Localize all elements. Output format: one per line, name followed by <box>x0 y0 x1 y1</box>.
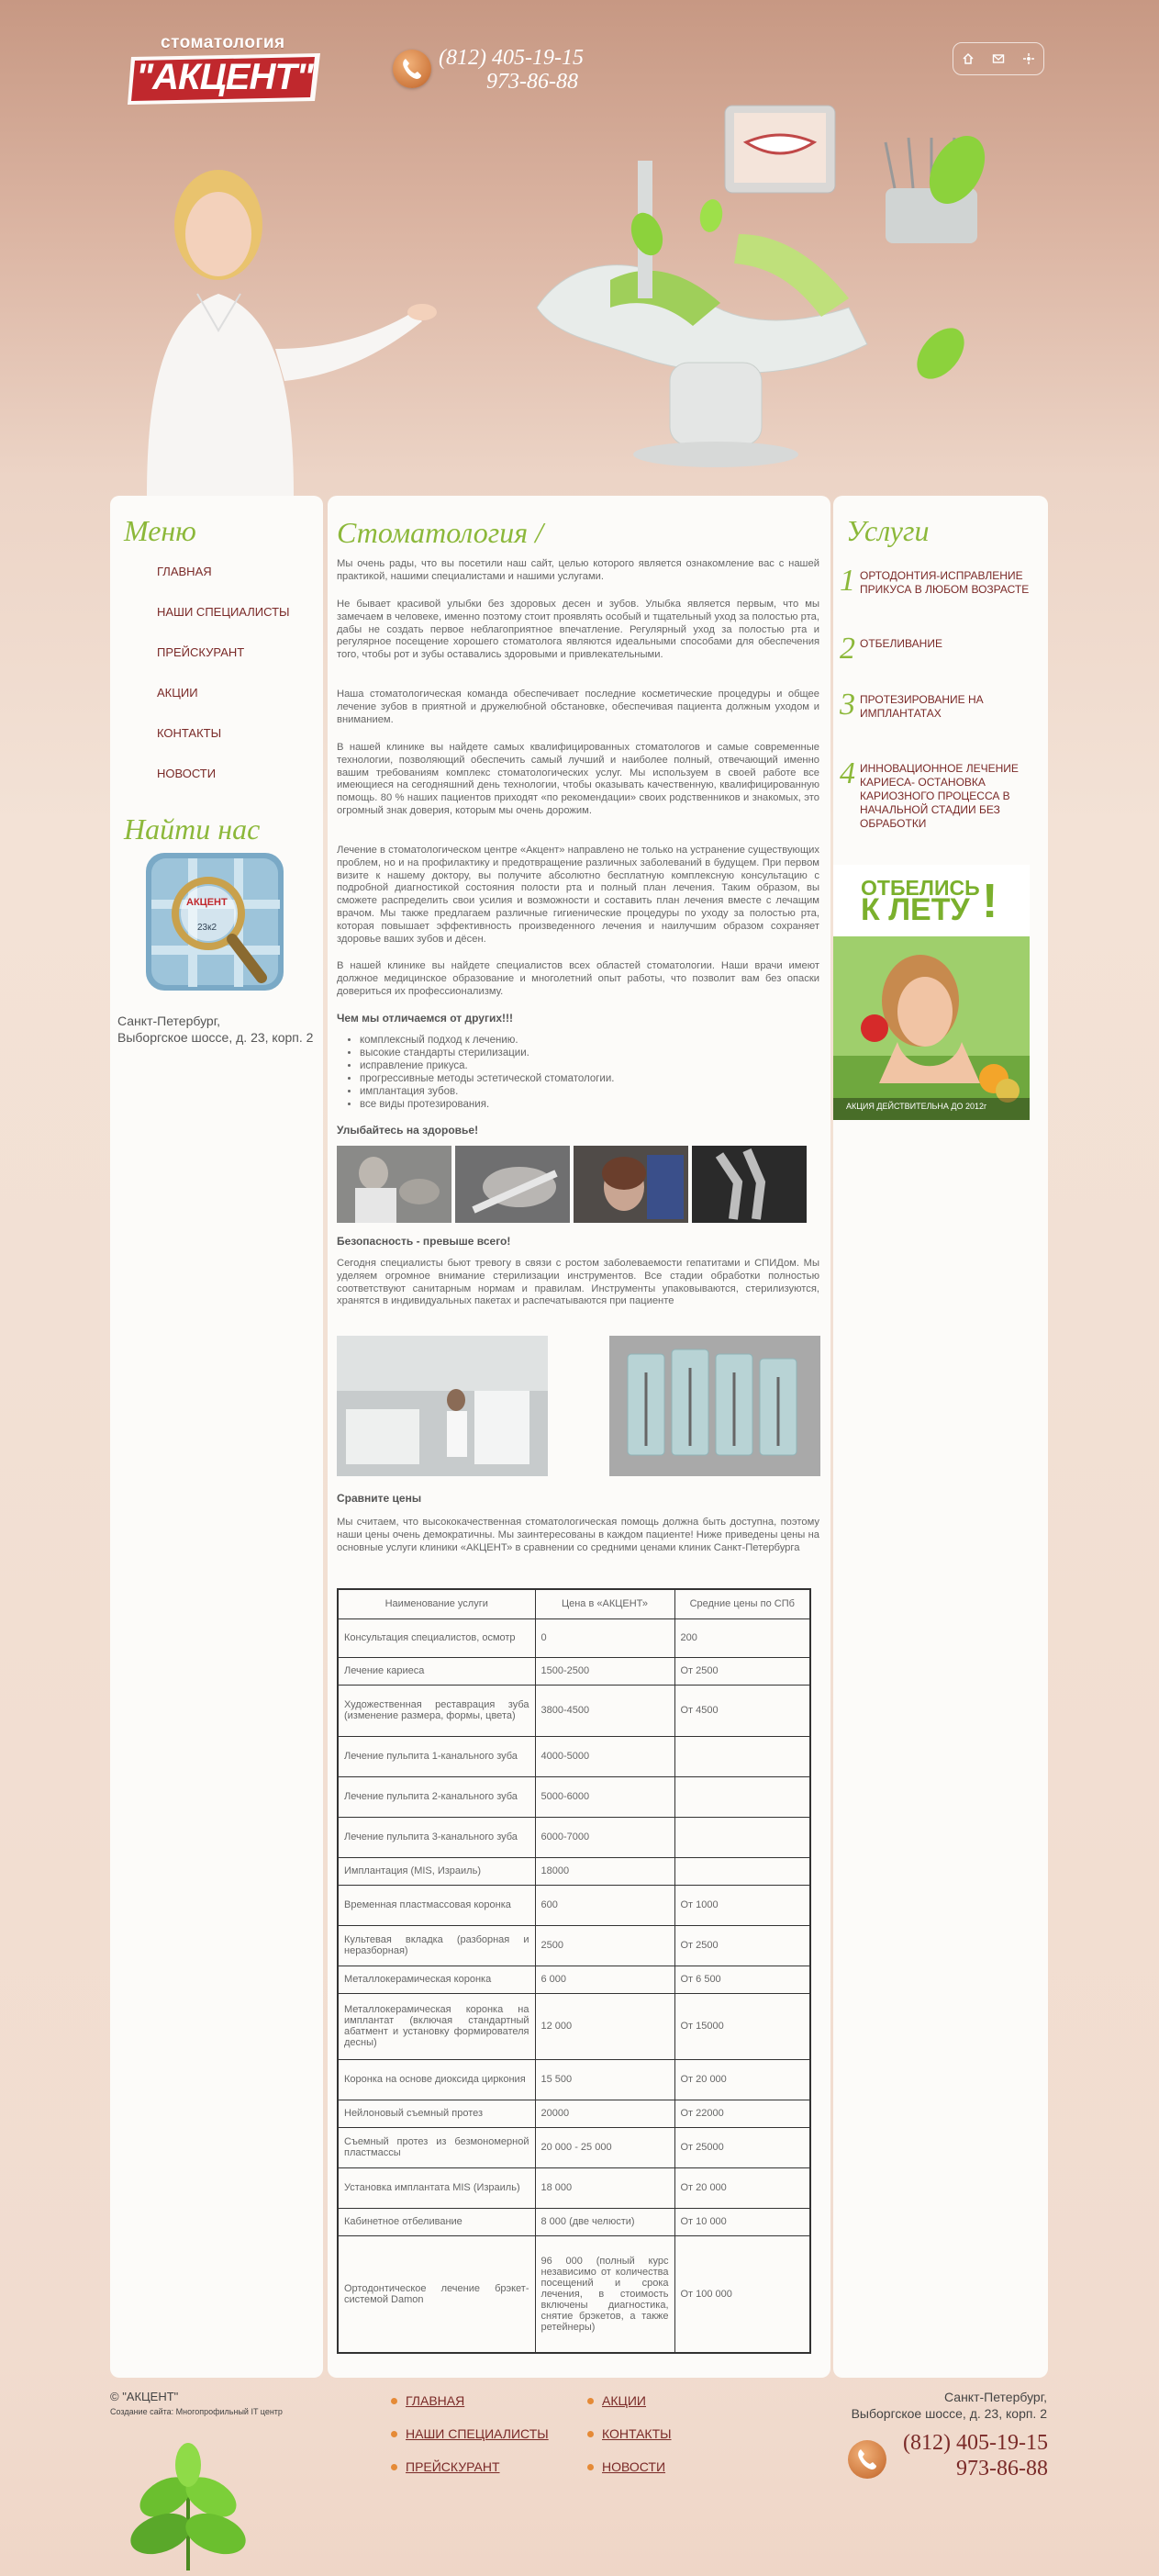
service-number: 2 <box>840 632 855 666</box>
service-label: ИННОВАЦИОННОЕ ЛЕЧЕНИЕ КАРИЕСА- ОСТАНОВКА КАРИОЗНОГО ПРОЦЕССА В НАЧАЛЬНОЙ СТАДИИ БЕЗ ОБРАБОТКИ <box>860 762 1019 830</box>
service-number: 3 <box>840 688 855 722</box>
mint-leaf-image <box>119 2433 257 2570</box>
footer-creator-link[interactable]: Создание сайта: Многопрофильный IT центр <box>110 2407 283 2416</box>
sidebar-address <box>117 1013 313 1046</box>
footer-nav-col1 <box>391 2393 549 2492</box>
logo-text: "АКЦЕНТ" <box>136 57 313 97</box>
list-item: • имплантация зубов. <box>360 1085 614 1098</box>
table-row <box>338 1966 810 1993</box>
table-row <box>338 2100 810 2127</box>
table-cell: Лечение пульпита 2-канального зуба <box>338 1776 535 1817</box>
sterile-instruments-photo[interactable] <box>609 1336 820 1476</box>
table-cell: 2500 <box>535 1925 674 1966</box>
table-cell: Установка имплантата MIS (Израиль) <box>338 2167 535 2208</box>
menu-item-contacts[interactable]: КОНТАКТЫ <box>157 726 222 740</box>
table-row <box>338 1857 810 1885</box>
promo-exclamation: ! <box>982 875 998 928</box>
table-cell: Металлокерамическая коронка на имплантат (включая стандартный абатмент и установку формирователя десны) <box>338 1993 535 2059</box>
table-row <box>338 1776 810 1817</box>
sidebar-address-line1: Санкт-Петербург, <box>117 1014 220 1028</box>
footer-link-home[interactable]: ГЛАВНАЯ <box>391 2393 549 2426</box>
list-item: • исправление прикуса. <box>360 1059 614 1072</box>
table-cell: Лечение пульпита 3-канального зуба <box>338 1817 535 1857</box>
table-row <box>338 1885 810 1925</box>
table-cell: От 4500 <box>674 1685 810 1736</box>
table-cell: 20000 <box>535 2100 674 2127</box>
table-cell: 12 000 <box>535 1993 674 2059</box>
table-cell: 15 500 <box>535 2059 674 2100</box>
table-cell: От 6 500 <box>674 1966 810 1993</box>
menu-item-home[interactable]: ГЛАВНАЯ <box>157 565 212 578</box>
table-cell: От 1000 <box>674 1885 810 1925</box>
map-number: 23к2 <box>197 923 217 933</box>
table-cell: Временная пластмассовая коронка <box>338 1885 535 1925</box>
table-cell: От 2500 <box>674 1925 810 1966</box>
promo-footer-text: АКЦИЯ ДЕЙСТВИТЕЛЬНА ДО 2012г <box>846 1102 987 1111</box>
table-cell: Художественная реставрация зуба (изменение размера, формы, цвета) <box>338 1685 535 1736</box>
table-cell: 6000-7000 <box>535 1817 674 1857</box>
table-cell: От 10 000 <box>674 2208 810 2235</box>
table-cell: 3800-4500 <box>535 1685 674 1736</box>
table-cell: 18000 <box>535 1857 674 1885</box>
table-row <box>338 2059 810 2100</box>
footer-address <box>826 2389 1047 2422</box>
phone-number-2: 973-86-88 <box>486 70 578 94</box>
table-cell: 96 000 (полный курс независимо от количества посещений и срока лечения, в стоимость включены диагностика, снятие брэкетов, а также ретейнеры) <box>535 2235 674 2353</box>
footer-address-line2: Выборгское шоссе, д. 23, корп. 2 <box>851 2406 1047 2421</box>
table-cell <box>674 1857 810 1885</box>
promo-line2: К ЛЕТУ <box>861 892 970 927</box>
table-row <box>338 1925 810 1966</box>
compare-paragraph: Мы считаем, что высококачественная стоматологическая помощь должна быть доступна, поэтому наши цены очень демократичны. Мы заинтересованы в каждом пациенте! Ниже приведены цены на основные услуги клиники «АКЦЕНТ» в сравнении со средними ценами клиник Санкт-Петербурга <box>337 1517 819 1553</box>
phone-icon <box>393 50 431 88</box>
table-cell: 6 000 <box>535 1966 674 1993</box>
table-cell: От 15000 <box>674 1993 810 2059</box>
intro-paragraph-6: В нашей клинике вы найдете специалистов всех областей стоматологии. Наши врачи имеют должное медицинское образование и многолетний опыт работы, что позволит вам без опаски довериться их профессионализму. <box>337 960 819 997</box>
table-cell: От 25000 <box>674 2127 810 2167</box>
table-cell: Съемный протез из безмономерной пластмассы <box>338 2127 535 2167</box>
site-logo[interactable] <box>126 33 323 106</box>
footer-nav-col2 <box>587 2393 672 2492</box>
service-item-orthodontics[interactable] <box>840 564 1042 606</box>
table-cell: Нейлоновый съемный протез <box>338 2100 535 2127</box>
service-number: 1 <box>840 564 855 598</box>
table-cell: Металлокерамическая коронка <box>338 1966 535 1993</box>
footer-phone[interactable] <box>846 2431 1048 2486</box>
logo-subtitle: стоматология <box>161 33 285 52</box>
table-cell: Консультация специалистов, осмотр <box>338 1618 535 1657</box>
service-label: ОРТОДОНТИЯ-ИСПРАВЛЕНИЕ ПРИКУСА В ЛЮБОМ ВОЗРАСТЕ <box>860 569 1030 596</box>
table-cell: Коронка на основе диоксида циркония <box>338 2059 535 2100</box>
gallery-photo-3[interactable] <box>574 1146 688 1223</box>
footer-link-contacts[interactable]: КОНТАКТЫ <box>587 2426 672 2459</box>
sidebar-address-line2: Выборгское шоссе, д. 23, корп. 2 <box>117 1030 314 1045</box>
gallery-photo-1[interactable] <box>337 1146 451 1223</box>
table-cell: 20 000 - 25 000 <box>535 2127 674 2167</box>
intro-paragraph-1: Мы очень рады, что вы посетили наш сайт, целью которого является ознакомление вас с нашей практикой, нашими специалистами и нашими услугами. <box>337 558 819 582</box>
column-header-price: Цена в «АКЦЕНТ» <box>535 1589 674 1618</box>
phone-icon <box>848 2440 886 2479</box>
service-number: 4 <box>840 756 855 790</box>
table-cell: 8 000 (две челюсти) <box>535 2208 674 2235</box>
menu-item-promotions[interactable]: АКЦИИ <box>157 686 198 700</box>
service-item-implants[interactable] <box>840 688 1042 730</box>
gallery-photo-2[interactable] <box>455 1146 570 1223</box>
table-cell: Кабинетное отбеливание <box>338 2208 535 2235</box>
footer-link-specialists[interactable]: НАШИ СПЕЦИАЛИСТЫ <box>391 2426 549 2459</box>
table-row <box>338 2127 810 2167</box>
table-cell: 4000-5000 <box>535 1736 674 1776</box>
promo-photo <box>833 936 1030 1120</box>
table-row <box>338 2167 810 2208</box>
menu-item-specialists[interactable]: НАШИ СПЕЦИАЛИСТЫ <box>157 605 290 619</box>
hero-dental-chair-image <box>500 50 1032 473</box>
promo-banner[interactable] <box>833 865 1030 1120</box>
table-cell: От 2500 <box>674 1657 810 1685</box>
service-label: ОТБЕЛИВАНИЕ <box>860 637 942 650</box>
table-row <box>338 1817 810 1857</box>
page-title: Стоматология / <box>337 516 544 549</box>
services-title: Услуги <box>846 514 930 547</box>
table-cell: Имплантация (MIS, Израиль) <box>338 1857 535 1885</box>
feature-list <box>360 1034 614 1111</box>
table-row <box>338 1685 810 1736</box>
column-header-service: Наименование услуги <box>338 1589 535 1618</box>
table-cell <box>674 1736 810 1776</box>
menu-item-news[interactable]: НОВОСТИ <box>157 767 217 780</box>
table-cell: Культевая вкладка (разборная и неразборная) <box>338 1925 535 1966</box>
sidebar-menu <box>157 565 290 807</box>
promo-line1: ОТБЕЛИСЬ <box>861 876 980 900</box>
table-row <box>338 2208 810 2235</box>
table-cell: Ортодонтическое лечение брэкет-системой Damon <box>338 2235 535 2353</box>
column-header-avg-price: Средние цены по СПб <box>674 1589 810 1618</box>
service-label: ПРОТЕЗИРОВАНИЕ НА ИМПЛАНТАТАХ <box>860 693 984 720</box>
list-item: • комплексный подход к лечению. <box>360 1034 614 1047</box>
smile-heading: Улыбайтесь на здоровье! <box>337 1124 479 1137</box>
table-row <box>338 1657 810 1685</box>
table-row <box>338 2235 810 2353</box>
menu-item-prices[interactable]: ПРЕЙСКУРАНТ <box>157 645 245 659</box>
table-cell: Лечение пульпита 1-канального зуба <box>338 1736 535 1776</box>
list-item: • высокие стандарты стерилизации. <box>360 1047 614 1059</box>
table-row <box>338 1618 810 1657</box>
table-cell: От 22000 <box>674 2100 810 2127</box>
footer-address-line1: Санкт-Петербург, <box>944 2390 1047 2404</box>
table-cell <box>674 1817 810 1857</box>
compare-heading: Сравните цены <box>337 1492 422 1505</box>
table-cell: От 20 000 <box>674 2167 810 2208</box>
footer-phone-number-1: (812) 405-19-15 <box>903 2431 1048 2455</box>
hero-woman-image <box>110 156 440 496</box>
clinic-room-photo[interactable] <box>337 1336 548 1476</box>
map-icon[interactable] <box>142 849 289 1001</box>
table-cell: От 20 000 <box>674 2059 810 2100</box>
list-item: • прогрессивные методы эстетической стоматологии. <box>360 1072 614 1085</box>
table-cell: 5000-6000 <box>535 1776 674 1817</box>
intro-paragraph-2: Не бывает красивой улыбки без здоровых десен и зубов. Улыбка является первым, что мы замечаем в человеке, именно поэтому стоит проявлять особый и тщательный уход за полостью рта, дабы не создать первое неблагоприятное впечатление. Регулярный уход за полостью рта и регулярное посещение хорошего стоматолога являются идеальными способами для обеспечения того, чтобы рот и зубы оставались здоровыми и привлекательными. <box>337 599 819 661</box>
menu-title: Меню <box>124 514 196 547</box>
table-cell: 600 <box>535 1885 674 1925</box>
intro-paragraph-3: Наша стоматологическая команда обеспечивает последние косметические процедуры и общее лечение зубов в приятной и дружелюбной обстановке, обеспечивая пациента должным уходом и вниманием. <box>337 689 819 725</box>
footer-link-news[interactable]: НОВОСТИ <box>587 2459 672 2492</box>
table-cell: От 100 000 <box>674 2235 810 2353</box>
table-row <box>338 1736 810 1776</box>
service-item-caries[interactable] <box>840 756 1042 835</box>
map-badge: АКЦЕНТ <box>186 897 228 908</box>
table-row <box>338 1993 810 2059</box>
price-comparison-table <box>337 1588 811 2354</box>
table-cell: 18 000 <box>535 2167 674 2208</box>
table-header-row <box>338 1589 810 1618</box>
footer-copyright: © "АКЦЕНТ" <box>110 2390 179 2403</box>
find-us-title: Найти нас <box>124 812 261 846</box>
phone-number-1: (812) 405-19-15 <box>439 46 584 70</box>
difference-heading: Чем мы отличаемся от других!!! <box>337 1012 513 1025</box>
table-cell: 0 <box>535 1618 674 1657</box>
service-item-whitening[interactable] <box>840 632 1042 666</box>
safety-paragraph: Сегодня специалисты бьют тревогу в связи с ростом заболеваемости гепатитами и СПИДом. Мы уделяем огромное внимание стерилизации инструментов. Все стадии обработки полностью соответствуют санитарным нормам и правилам. Инструменты упаковываются, стерилизуются, хранятся в индивидуальных пакетах и распечатываются при пациенте <box>337 1258 819 1307</box>
intro-paragraph-5: Лечение в стоматологическом центре «Акцент» направлено не только на устранение существующих проблем, но и на профилактику и предотвращение различных заболеваний в будущем. При первом визите к нашему доктору, вы получите абсолютно бесплатную комплексную консультацию с подробной диагностикой состояния полости рта и полный план лечения. Таким образом, вы сможете распределить свои усилия и возможности и составить план лечения вместе с лечащим врачом. Мы также предлагаем различные гигиенические процедуры по уходу за полостью рта, которая повышает эффективность произведенного лечения и наилучшим образом сохраняет здоровье ваших зубов и дёсен. <box>337 845 819 945</box>
list-item: • все виды протезирования. <box>360 1098 614 1111</box>
footer-phone-number-2: 973-86-88 <box>956 2457 1048 2481</box>
gallery-photo-4[interactable] <box>692 1146 807 1223</box>
table-cell <box>674 1776 810 1817</box>
intro-paragraph-4: В нашей клинике вы найдете самых квалифицированных стоматологов и самые современные технологии, позволяющий обеспечить самый лучший и наиболее полный, отвечающий именно вашим требованиям комплекс стоматологических услуг. Мы используем в своей работе все имеющиеся на сегодняшний день технологии, чтобы оказывать качественную, квалифицированную помощь. 80 % наших пациентов приходят «по рекомендации» своих родственников и знакомых, это огромный знак доверия, которым мы очень дорожим. <box>337 742 819 816</box>
table-cell: 200 <box>674 1618 810 1657</box>
footer-link-prices[interactable]: ПРЕЙСКУРАНТ <box>391 2459 549 2492</box>
table-cell: Лечение кариеса <box>338 1657 535 1685</box>
footer-link-promotions[interactable]: АКЦИИ <box>587 2393 672 2426</box>
safety-heading: Безопасность - превыше всего! <box>337 1235 511 1248</box>
table-cell: 1500-2500 <box>535 1657 674 1685</box>
